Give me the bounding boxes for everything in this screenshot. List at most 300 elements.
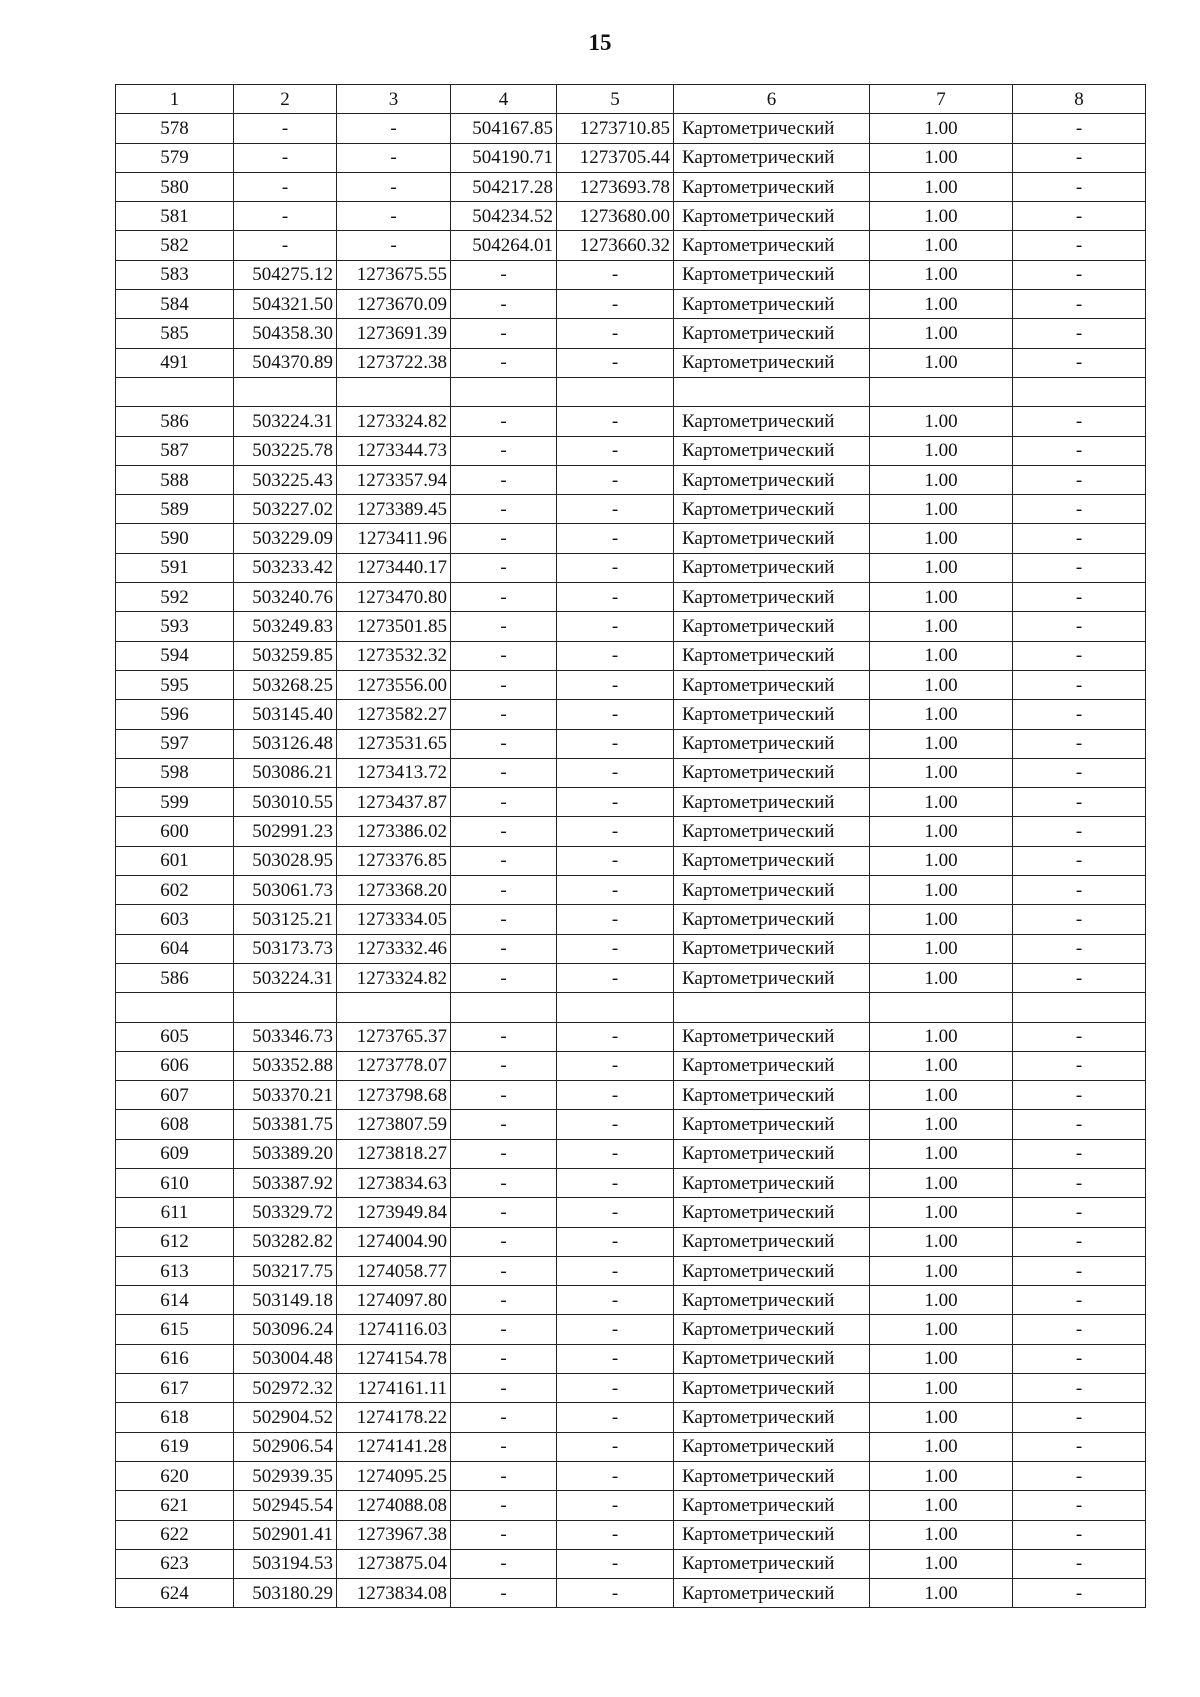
y-new-cell: - [557,1491,674,1520]
y-new-cell: - [557,1256,674,1285]
x-existing-cell: 502901.41 [234,1520,337,1549]
y-new-cell: 1273680.00 [557,202,674,231]
y-new-cell: 1273693.78 [557,172,674,201]
x-new-cell: - [451,1461,557,1490]
x-existing-cell: 503224.31 [234,407,337,436]
description-cell: - [1013,934,1146,963]
x-existing-cell: 504370.89 [234,348,337,377]
point-number-cell: 491 [116,348,234,377]
y-existing-cell: 1273967.38 [337,1520,451,1549]
table-row [116,114,1146,143]
accuracy-cell: 1.00 [870,231,1013,260]
accuracy-cell: 1.00 [870,1579,1013,1608]
method-cell: Картометрический [674,407,870,436]
x-existing-cell: 502991.23 [234,817,337,846]
y-new-cell: - [557,758,674,787]
method-cell: Картометрический [674,1081,870,1110]
description-cell: - [1013,1139,1146,1168]
x-new-cell: - [451,348,557,377]
x-existing-cell: 503224.31 [234,963,337,992]
y-new-cell: - [557,729,674,758]
y-new-cell [557,377,674,406]
description-cell: - [1013,1491,1146,1520]
y-existing-cell: 1273376.85 [337,846,451,875]
x-new-cell: - [451,1256,557,1285]
x-new-cell [451,377,557,406]
x-new-cell: - [451,1549,557,1578]
description-cell: - [1013,1549,1146,1578]
method-cell: Картометрический [674,1344,870,1373]
accuracy-cell: 1.00 [870,612,1013,641]
accuracy-cell: 1.00 [870,1022,1013,1051]
method-cell: Картометрический [674,1520,870,1549]
accuracy-cell: 1.00 [870,1461,1013,1490]
description-cell: - [1013,1461,1146,1490]
y-existing-cell: - [337,172,451,201]
x-new-cell: - [451,1110,557,1139]
description-cell: - [1013,495,1146,524]
point-number-cell: 582 [116,231,234,260]
column-header: 6 [674,85,870,114]
accuracy-cell: 1.00 [870,641,1013,670]
table-row [116,1051,1146,1080]
x-new-cell: - [451,1374,557,1403]
y-new-cell: - [557,1432,674,1461]
description-cell: - [1013,1432,1146,1461]
y-new-cell: - [557,1374,674,1403]
y-existing-cell: 1273765.37 [337,1022,451,1051]
y-new-cell: - [557,934,674,963]
method-cell: Картометрический [674,1022,870,1051]
x-existing-cell: 504321.50 [234,290,337,319]
description-cell: - [1013,1081,1146,1110]
point-number-cell: 611 [116,1198,234,1227]
x-existing-cell: 504358.30 [234,319,337,348]
y-existing-cell: 1273875.04 [337,1549,451,1578]
x-existing-cell: 503240.76 [234,583,337,612]
y-existing-cell: 1273582.27 [337,700,451,729]
point-number-cell: 599 [116,788,234,817]
y-existing-cell: 1273413.72 [337,758,451,787]
y-new-cell: - [557,1403,674,1432]
y-existing-cell: 1273531.65 [337,729,451,758]
method-cell [674,377,870,406]
method-cell: Картометрический [674,1051,870,1080]
y-new-cell: 1273660.32 [557,231,674,260]
point-number-cell: 580 [116,172,234,201]
accuracy-cell: 1.00 [870,348,1013,377]
x-new-cell: 504167.85 [451,114,557,143]
accuracy-cell: 1.00 [870,495,1013,524]
x-new-cell: - [451,583,557,612]
accuracy-cell: 1.00 [870,1227,1013,1256]
y-existing-cell: - [337,143,451,172]
x-existing-cell: 503346.73 [234,1022,337,1051]
y-existing-cell: - [337,114,451,143]
x-new-cell: - [451,788,557,817]
accuracy-cell: 1.00 [870,817,1013,846]
table-body [116,114,1146,1608]
y-new-cell: - [557,1549,674,1578]
table-row [116,1579,1146,1608]
y-existing-cell: 1273368.20 [337,876,451,905]
point-number-cell: 624 [116,1579,234,1608]
accuracy-cell: 1.00 [870,1081,1013,1110]
y-existing-cell: 1274088.08 [337,1491,451,1520]
x-existing-cell: 503225.78 [234,436,337,465]
table-row [116,612,1146,641]
method-cell: Картометрический [674,1256,870,1285]
x-existing-cell: 502945.54 [234,1491,337,1520]
x-new-cell: - [451,1139,557,1168]
x-existing-cell [234,377,337,406]
table-row [116,231,1146,260]
method-cell: Картометрический [674,290,870,319]
x-existing-cell: 504275.12 [234,260,337,289]
point-number-cell: 593 [116,612,234,641]
x-new-cell: - [451,1022,557,1051]
x-existing-cell: 503370.21 [234,1081,337,1110]
y-existing-cell: 1274095.25 [337,1461,451,1490]
y-new-cell: - [557,524,674,553]
accuracy-cell: 1.00 [870,934,1013,963]
table-row [116,260,1146,289]
description-cell: - [1013,290,1146,319]
x-existing-cell: 502972.32 [234,1374,337,1403]
table-row [116,524,1146,553]
y-existing-cell: 1273834.63 [337,1168,451,1197]
description-cell: - [1013,846,1146,875]
point-number-cell: 588 [116,465,234,494]
point-number-cell: 585 [116,319,234,348]
x-new-cell: 504234.52 [451,202,557,231]
x-new-cell: - [451,1403,557,1432]
method-cell: Картометрический [674,1579,870,1608]
table-header-row [116,85,1146,114]
x-new-cell: - [451,641,557,670]
y-new-cell: - [557,1110,674,1139]
point-number-cell: 601 [116,846,234,875]
coordinates-table [115,84,1146,1608]
method-cell: Картометрический [674,1374,870,1403]
accuracy-cell [870,377,1013,406]
point-number-cell: 596 [116,700,234,729]
accuracy-cell: 1.00 [870,465,1013,494]
accuracy-cell: 1.00 [870,172,1013,201]
method-cell: Картометрический [674,1432,870,1461]
y-new-cell: - [557,846,674,875]
x-new-cell: - [451,729,557,758]
y-new-cell: - [557,1344,674,1373]
description-cell: - [1013,1168,1146,1197]
x-existing-cell: 503352.88 [234,1051,337,1080]
accuracy-cell: 1.00 [870,963,1013,992]
y-new-cell: - [557,670,674,699]
point-number-cell: 592 [116,583,234,612]
method-cell: Картометрический [674,143,870,172]
table-row [116,729,1146,758]
description-cell: - [1013,172,1146,201]
description-cell: - [1013,700,1146,729]
y-existing-cell: 1273670.09 [337,290,451,319]
y-new-cell: - [557,1139,674,1168]
y-existing-cell: 1273386.02 [337,817,451,846]
x-new-cell: - [451,436,557,465]
y-existing-cell: 1274097.80 [337,1286,451,1315]
point-number-cell: 578 [116,114,234,143]
accuracy-cell: 1.00 [870,729,1013,758]
method-cell: Картометрический [674,114,870,143]
y-new-cell: - [557,348,674,377]
description-cell: - [1013,1579,1146,1608]
method-cell: Картометрический [674,1227,870,1256]
table-row [116,1549,1146,1578]
y-new-cell: - [557,788,674,817]
y-existing-cell: 1273357.94 [337,465,451,494]
column-header: 8 [1013,85,1146,114]
column-header: 4 [451,85,557,114]
point-number-cell: 607 [116,1081,234,1110]
description-cell: - [1013,670,1146,699]
x-existing-cell: 503329.72 [234,1198,337,1227]
point-number-cell: 581 [116,202,234,231]
accuracy-cell: 1.00 [870,583,1013,612]
y-existing-cell: 1273556.00 [337,670,451,699]
y-existing-cell [337,993,451,1022]
y-existing-cell: 1273470.80 [337,583,451,612]
x-new-cell: - [451,817,557,846]
y-existing-cell: - [337,231,451,260]
description-cell: - [1013,1374,1146,1403]
y-existing-cell: 1273722.38 [337,348,451,377]
x-existing-cell: 503217.75 [234,1256,337,1285]
table-row [116,1461,1146,1490]
x-new-cell: - [451,700,557,729]
method-cell: Картометрический [674,1491,870,1520]
point-number-cell: 597 [116,729,234,758]
y-new-cell: - [557,1579,674,1608]
point-number-cell: 613 [116,1256,234,1285]
method-cell: Картометрический [674,465,870,494]
y-existing-cell: 1273949.84 [337,1198,451,1227]
description-cell: - [1013,1286,1146,1315]
accuracy-cell: 1.00 [870,202,1013,231]
description-cell: - [1013,1315,1146,1344]
y-new-cell: - [557,436,674,465]
table-row [116,1139,1146,1168]
table-row [116,495,1146,524]
x-existing-cell: 503387.92 [234,1168,337,1197]
method-cell: Картометрический [674,758,870,787]
x-new-cell: - [451,1315,557,1344]
accuracy-cell: 1.00 [870,1051,1013,1080]
table-row [116,876,1146,905]
method-cell: Картометрический [674,495,870,524]
method-cell: Картометрический [674,1461,870,1490]
accuracy-cell: 1.00 [870,1374,1013,1403]
x-existing-cell: 503004.48 [234,1344,337,1373]
description-cell: - [1013,817,1146,846]
method-cell: Картометрический [674,846,870,875]
x-existing-cell: 503126.48 [234,729,337,758]
x-new-cell: - [451,846,557,875]
x-new-cell: - [451,876,557,905]
table-row [116,700,1146,729]
point-number-cell: 589 [116,495,234,524]
accuracy-cell [870,993,1013,1022]
description-cell [1013,993,1146,1022]
method-cell: Картометрический [674,876,870,905]
description-cell: - [1013,231,1146,260]
accuracy-cell: 1.00 [870,1520,1013,1549]
x-existing-cell: 503249.83 [234,612,337,641]
x-new-cell: 504217.28 [451,172,557,201]
description-cell: - [1013,1344,1146,1373]
point-number-cell: 600 [116,817,234,846]
description-cell: - [1013,641,1146,670]
description-cell: - [1013,612,1146,641]
y-existing-cell: 1273691.39 [337,319,451,348]
point-number-cell: 590 [116,524,234,553]
x-new-cell: - [451,934,557,963]
description-cell: - [1013,553,1146,582]
description-cell: - [1013,465,1146,494]
accuracy-cell: 1.00 [870,407,1013,436]
y-new-cell: - [557,1315,674,1344]
method-cell: Картометрический [674,905,870,934]
point-number-cell: 584 [116,290,234,319]
y-new-cell: - [557,1227,674,1256]
description-cell: - [1013,1403,1146,1432]
point-number-cell: 605 [116,1022,234,1051]
description-cell: - [1013,407,1146,436]
point-number-cell: 619 [116,1432,234,1461]
y-new-cell: - [557,319,674,348]
x-existing-cell: 503389.20 [234,1139,337,1168]
method-cell: Картометрический [674,348,870,377]
column-header: 1 [116,85,234,114]
method-cell: Картометрический [674,670,870,699]
y-new-cell: - [557,1081,674,1110]
x-existing-cell: 503381.75 [234,1110,337,1139]
description-cell: - [1013,788,1146,817]
y-existing-cell: 1274141.28 [337,1432,451,1461]
x-new-cell: - [451,1344,557,1373]
x-existing-cell: 502904.52 [234,1403,337,1432]
y-existing-cell: 1274161.11 [337,1374,451,1403]
y-existing-cell: 1274178.22 [337,1403,451,1432]
description-cell: - [1013,524,1146,553]
method-cell: Картометрический [674,583,870,612]
table-row [116,1491,1146,1520]
x-existing-cell: 503010.55 [234,788,337,817]
point-number-cell: 606 [116,1051,234,1080]
y-existing-cell: 1273501.85 [337,612,451,641]
accuracy-cell: 1.00 [870,260,1013,289]
column-header: 3 [337,85,451,114]
y-new-cell: - [557,1022,674,1051]
accuracy-cell: 1.00 [870,290,1013,319]
description-cell: - [1013,1227,1146,1256]
point-number-cell: 579 [116,143,234,172]
description-cell: - [1013,114,1146,143]
page-number: 15 [588,30,612,55]
method-cell: Картометрический [674,319,870,348]
method-cell: Картометрический [674,1110,870,1139]
x-existing-cell: 503125.21 [234,905,337,934]
x-existing-cell: - [234,202,337,231]
x-existing-cell: 503225.43 [234,465,337,494]
table-row [116,1432,1146,1461]
y-new-cell: 1273710.85 [557,114,674,143]
accuracy-cell: 1.00 [870,143,1013,172]
x-new-cell: - [451,290,557,319]
accuracy-cell: 1.00 [870,1549,1013,1578]
y-new-cell: - [557,553,674,582]
description-cell: - [1013,319,1146,348]
y-existing-cell: 1273834.08 [337,1579,451,1608]
table-row [116,905,1146,934]
column-header: 5 [557,85,674,114]
table-row [116,758,1146,787]
table-row [116,1081,1146,1110]
x-new-cell: - [451,670,557,699]
description-cell: - [1013,1256,1146,1285]
y-new-cell: - [557,700,674,729]
description-cell: - [1013,1198,1146,1227]
table-row [116,348,1146,377]
y-new-cell: - [557,260,674,289]
y-existing-cell: 1273532.32 [337,641,451,670]
description-cell: - [1013,143,1146,172]
table-row [116,172,1146,201]
table-row [116,670,1146,699]
table-row [116,963,1146,992]
y-existing-cell: 1273778.07 [337,1051,451,1080]
x-existing-cell [234,993,337,1022]
x-new-cell: - [451,524,557,553]
point-number-cell: 623 [116,1549,234,1578]
method-cell: Картометрический [674,963,870,992]
description-cell: - [1013,758,1146,787]
y-existing-cell: 1273807.59 [337,1110,451,1139]
method-cell: Картометрический [674,700,870,729]
x-existing-cell: 502906.54 [234,1432,337,1461]
method-cell [674,993,870,1022]
accuracy-cell: 1.00 [870,436,1013,465]
x-new-cell: - [451,553,557,582]
method-cell: Картометрический [674,729,870,758]
method-cell: Картометрический [674,1139,870,1168]
accuracy-cell: 1.00 [870,1432,1013,1461]
method-cell: Картометрический [674,612,870,641]
accuracy-cell: 1.00 [870,788,1013,817]
y-new-cell: - [557,1198,674,1227]
table-row [116,846,1146,875]
point-number-cell: 602 [116,876,234,905]
x-new-cell: 504190.71 [451,143,557,172]
x-new-cell: - [451,407,557,436]
x-new-cell: - [451,1520,557,1549]
accuracy-cell: 1.00 [870,876,1013,905]
x-new-cell [451,993,557,1022]
x-existing-cell: 502939.35 [234,1461,337,1490]
description-cell: - [1013,202,1146,231]
point-number-cell: 587 [116,436,234,465]
point-number-cell: 616 [116,1344,234,1373]
accuracy-cell: 1.00 [870,1168,1013,1197]
method-cell: Картометрический [674,1315,870,1344]
